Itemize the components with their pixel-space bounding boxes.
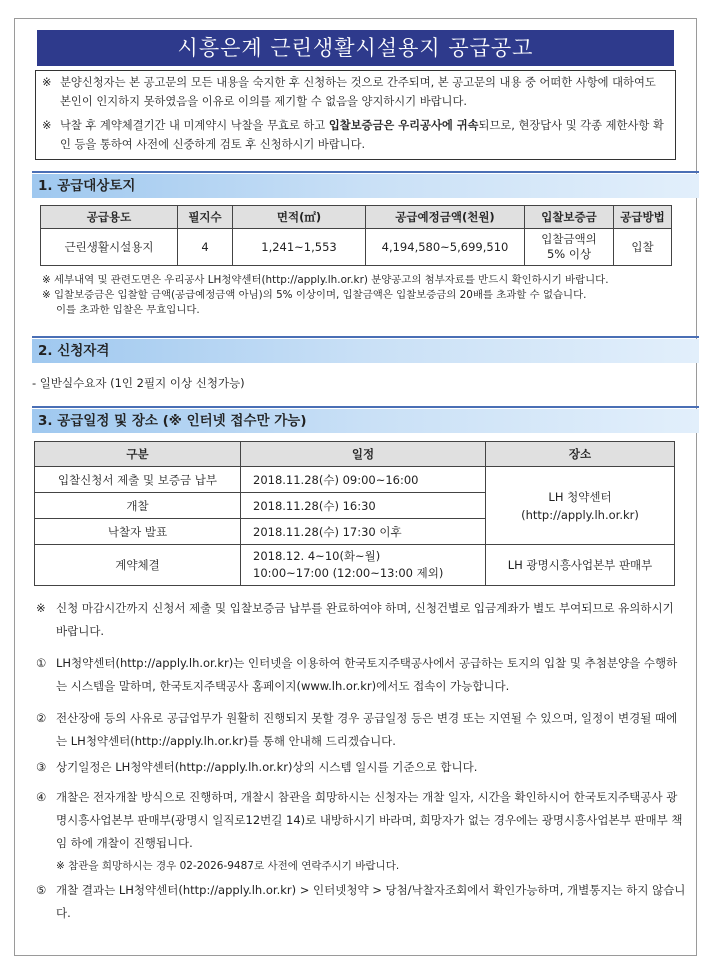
table-header: 공급방법 xyxy=(614,206,672,229)
table-cell: 4 xyxy=(178,229,233,266)
paragraph-text: LH청약센터(http://apply.lh.or.kr)는 인터넷을 이용하여 한국토지주택공사에서 공급하는 토지의 입찰 및 추첨분양을 수행하는 시스템을 말하며, 한국토지주택공사 홈페이지(www.lh.or.kr)에서도 접속이 가능합니다. xyxy=(56,656,678,693)
section-heading-supply-land: 1. 공급대상토지 xyxy=(32,174,699,198)
table-cell: 입찰금액의 5% 이상 xyxy=(525,229,614,266)
table-cell: 4,194,580~5,699,510 xyxy=(366,229,525,266)
notice-box xyxy=(35,70,676,160)
paragraph xyxy=(36,707,686,753)
table-header: 일정 xyxy=(241,442,486,467)
footnote: 이를 초과한 입찰은 무효입니다. xyxy=(56,304,200,316)
notice-mark: ※ xyxy=(42,119,52,132)
paragraph-mark: ⑤ xyxy=(36,883,47,897)
footnote: ※ 입찰보증금은 입찰할 금액(공급예정금액 아님)의 5% 이상이며, 입찰금액은 입찰보증금의 20배를 초과할 수 없습니다. xyxy=(42,289,587,301)
paragraph xyxy=(36,786,686,878)
table-header: 면적(㎡) xyxy=(233,206,366,229)
table-cell: 입찰신청서 제출 및 보증금 납부 xyxy=(35,467,241,493)
table-cell: 계약체결 xyxy=(35,545,241,586)
table-cell: 1,241~1,553 xyxy=(233,229,366,266)
notice-text: 되므로, 현장답사 및 각종 제한사항 확인 등을 통하여 사전에 신중하게 검토 후 신청하시기 바랍니다. xyxy=(60,119,664,151)
table-header: 입찰보증금 xyxy=(525,206,614,229)
table-cell: 입찰 xyxy=(614,229,672,266)
notice-text: 낙찰 후 계약체결기간 내 미계약시 낙찰을 무효로 하고 xyxy=(60,119,329,132)
paragraph-mark: ③ xyxy=(36,760,47,774)
table-row xyxy=(35,545,675,586)
table-cell: 근린생활시설용지 xyxy=(41,229,178,266)
table-header: 필지수 xyxy=(178,206,233,229)
notice-item xyxy=(42,116,669,154)
section-heading-eligibility: 2. 신청자격 xyxy=(32,339,699,363)
paragraph xyxy=(36,652,686,698)
table-cell: 2018.11.28(수) 17:30 이후 xyxy=(241,519,486,545)
paragraph xyxy=(36,756,686,779)
supply-land-table xyxy=(40,205,672,266)
place-cell: LH 광명시흥사업본부 판매부 xyxy=(486,545,675,586)
notice-item xyxy=(42,73,669,111)
table-cell: 낙찰자 발표 xyxy=(35,519,241,545)
paragraph-mark: ② xyxy=(36,711,47,725)
place-cell: LH 청약센터 (http://apply.lh.or.kr) xyxy=(486,467,675,545)
paragraph-text: 개찰 결과는 LH청약센터(http://apply.lh.or.kr) > 인터넷청약 > 당첨/낙찰자조회에서 확인가능하며, 개별통지는 하지 않습니다. xyxy=(56,883,686,920)
notice-emphasis: 입찰보증금은 우리공사에 귀속 xyxy=(328,119,479,132)
paragraph-text: 신청 마감시간까지 신청서 제출 및 입찰보증금 납부를 완료하여야 하며, 신청건별로 입금계좌가 별도 부여되므로 유의하시기 바랍니다. xyxy=(56,601,674,638)
table-cell: 2018.12. 4~10(화~월) 10:00~17:00 (12:00~13:00 제외) xyxy=(241,545,486,586)
notice-text: 분양신청자는 본 공고문의 모든 내용을 숙지한 후 신청하는 것으로 간주되며, 본 공고문의 내용 중 어떠한 사항에 대하여도 본인이 인지하지 못하였음을 이유로 이의를 제기할 수 없음을 양지하시기 바랍니다. xyxy=(60,76,656,108)
paragraph-text: 전산장애 등의 사유로 공급업무가 원활히 진행되지 못할 경우 공급일정 등은 변경 또는 지연될 수 있으며, 일정이 변경될 때에는 LH청약센터(http://apply.lh.or.kr)를 통해 안내해 드리겠습니다. xyxy=(56,711,678,748)
table-row xyxy=(35,467,675,493)
section-heading-schedule: 3. 공급일정 및 장소 (※ 인터넷 접수만 가능) xyxy=(32,409,699,433)
table-header: 공급용도 xyxy=(41,206,178,229)
table-header: 구분 xyxy=(35,442,241,467)
table-cell: 2018.11.28(수) 16:30 xyxy=(241,493,486,519)
paragraph-text: 개찰은 전자개찰 방식으로 진행하며, 개찰시 참관을 희망하시는 신청자는 개찰 일자, 시간을 확인하시어 한국토지주택공사 광명시흥사업본부 판매부(광명시 일직로12번길 14)로 내방하시기 바라며, 희망자가 없는 경우에는 광명시흥사업본부 판매부 책임 하에 개찰이 진행됩니다. xyxy=(56,790,683,850)
schedule-table xyxy=(34,441,675,586)
paragraph-text: 상기일정은 LH청약센터(http://apply.lh.or.kr)상의 시스템 일시를 기준으로 합니다. xyxy=(56,760,478,774)
paragraph-subnote: ※ 참관을 희망하시는 경우 02-2026-9487로 사전에 연락주시기 바랍니다. xyxy=(56,860,400,872)
page-title: 시흥은계 근린생활시설용지 공급공고 xyxy=(37,30,674,66)
footnote: ※ 세부내역 및 관련도면은 우리공사 LH청약센터(http://apply.lh.or.kr) 분양공고의 첨부자료를 반드시 확인하시기 바랍니다. xyxy=(42,274,609,286)
paragraph xyxy=(36,597,686,643)
paragraph xyxy=(36,879,686,925)
paragraph-mark: ※ xyxy=(36,601,46,615)
table-cell: 개찰 xyxy=(35,493,241,519)
paragraph-mark: ① xyxy=(36,656,47,670)
notice-mark: ※ xyxy=(42,76,52,89)
table-header-row xyxy=(41,206,672,229)
table-cell: 2018.11.28(수) 09:00~16:00 xyxy=(241,467,486,493)
table-header: 장소 xyxy=(486,442,675,467)
paragraph-mark: ④ xyxy=(36,790,47,804)
eligibility-text: - 일반실수요자 (1인 2필지 이상 신청가능) xyxy=(32,376,245,390)
table-row xyxy=(41,229,672,266)
table-header-row xyxy=(35,442,675,467)
table-header: 공급예정금액(천원) xyxy=(366,206,525,229)
